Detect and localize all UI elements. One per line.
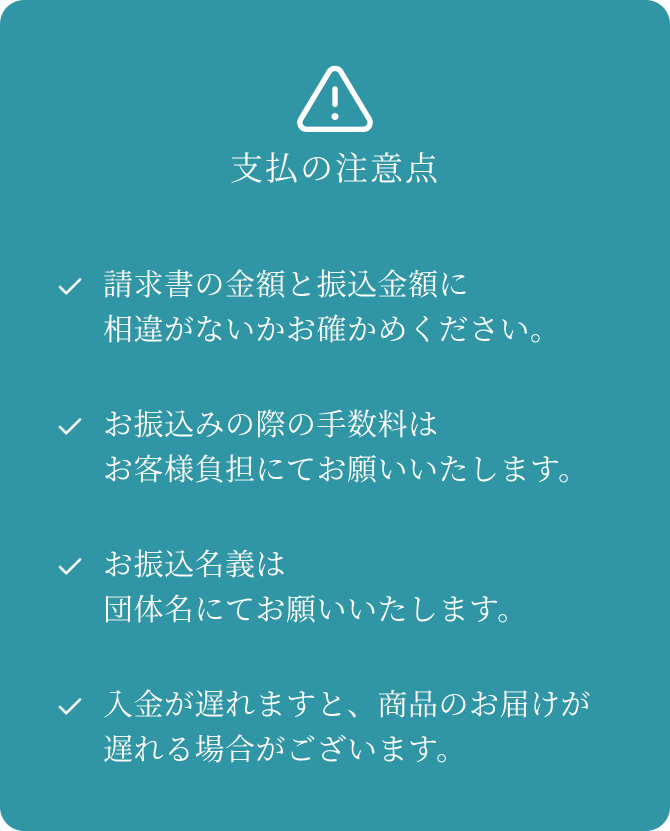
list-item — [55, 683, 640, 773]
checkmark-icon — [55, 692, 85, 722]
warning-icon-row — [0, 62, 670, 136]
list-item-line: 団体名にてお願いいたします。 — [103, 594, 528, 627]
checkmark-icon — [55, 552, 85, 582]
warning-triangle-icon — [293, 62, 377, 136]
notice-list — [0, 263, 670, 773]
list-item-text — [103, 263, 561, 353]
list-item-text — [103, 403, 589, 493]
list-item-line: お振込名義は — [103, 549, 286, 582]
list-item-line: 請求書の金額と振込金額に — [103, 269, 469, 302]
list-item-text — [103, 683, 591, 773]
list-item-line: 遅れる場合がございます。 — [103, 734, 467, 767]
list-item — [55, 403, 640, 493]
list-item-line: 相違がないかお確かめください。 — [103, 314, 561, 347]
list-item-line: お振込みの際の手数料は — [103, 409, 439, 442]
checkmark-icon — [55, 272, 85, 302]
checkmark-icon — [55, 412, 85, 442]
list-item — [55, 263, 640, 353]
list-item-line: 入金が遅れますと、商品のお届けが — [103, 689, 591, 722]
list-item — [55, 543, 640, 633]
list-item-line: お客様負担にてお願いいたします。 — [103, 454, 589, 487]
list-item-text — [103, 543, 528, 633]
notice-title: 支払の注意点 — [230, 150, 440, 187]
